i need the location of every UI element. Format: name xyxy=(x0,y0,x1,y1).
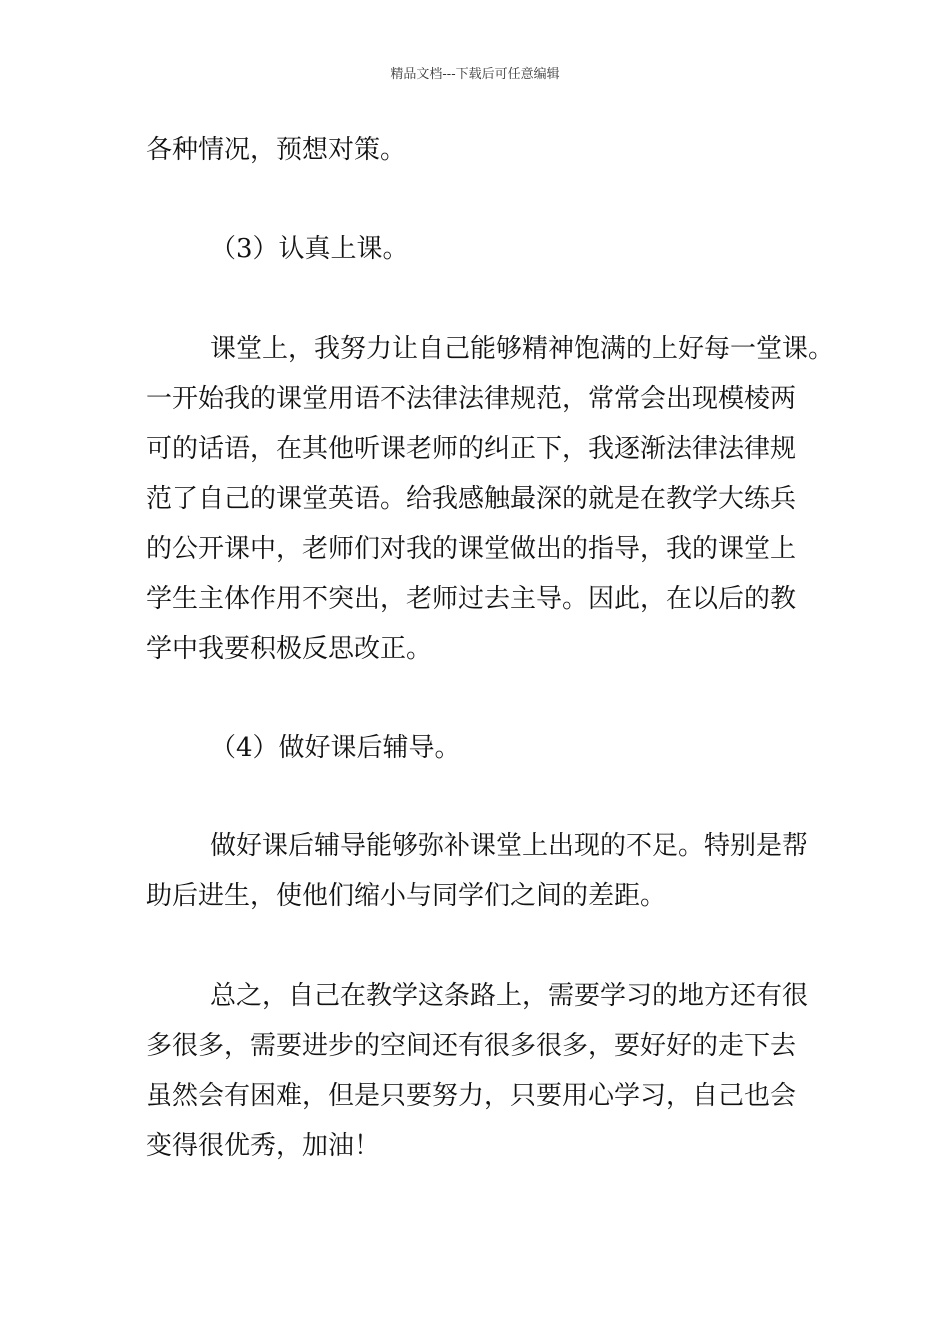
text-line: 变得很优秀，加油！ xyxy=(146,1131,381,1161)
text-line: 各种情况，预想对策。 xyxy=(146,135,407,165)
text-line: 学生主体作用不突出，老师过去主导。因此，在以后的教 xyxy=(146,584,797,614)
text-line: 总之，自己在教学这条路上，需要学习的地方还有很 xyxy=(210,981,809,1011)
text-line: 范了自己的课堂英语。给我感触最深的就是在教学大练兵 xyxy=(146,484,797,514)
text-line: 可的话语，在其他听课老师的纠正下，我逐渐法律法律规 xyxy=(146,434,797,464)
section-heading: （3）认真上课。 xyxy=(210,234,409,264)
text-line: 做好课后辅导能够弥补课堂上出现的不足。特别是帮 xyxy=(210,831,809,861)
page-header: 精品文档---下载后可任意编辑 xyxy=(390,67,560,82)
text-line: 学中我要积极反思改正。 xyxy=(146,634,433,664)
text-line: 的公开课中，老师们对我的课堂做出的指导，我的课堂上 xyxy=(146,534,797,564)
text-line: 多很多，需要进步的空间还有很多很多，要好好的走下去 xyxy=(146,1031,797,1061)
text-line: 虽然会有困难，但是只要努力，只要用心学习，自己也会 xyxy=(146,1081,797,1111)
text-line: 助后进生，使他们缩小与同学们之间的差距。 xyxy=(146,881,667,911)
text-line: 课堂上，我努力让自己能够精神饱满的上好每一堂课。 xyxy=(210,334,835,364)
section-heading: （4）做好课后辅导。 xyxy=(210,733,461,763)
text-line: 一开始我的课堂用语不法律法律规范，常常会出现模棱两 xyxy=(146,384,797,414)
